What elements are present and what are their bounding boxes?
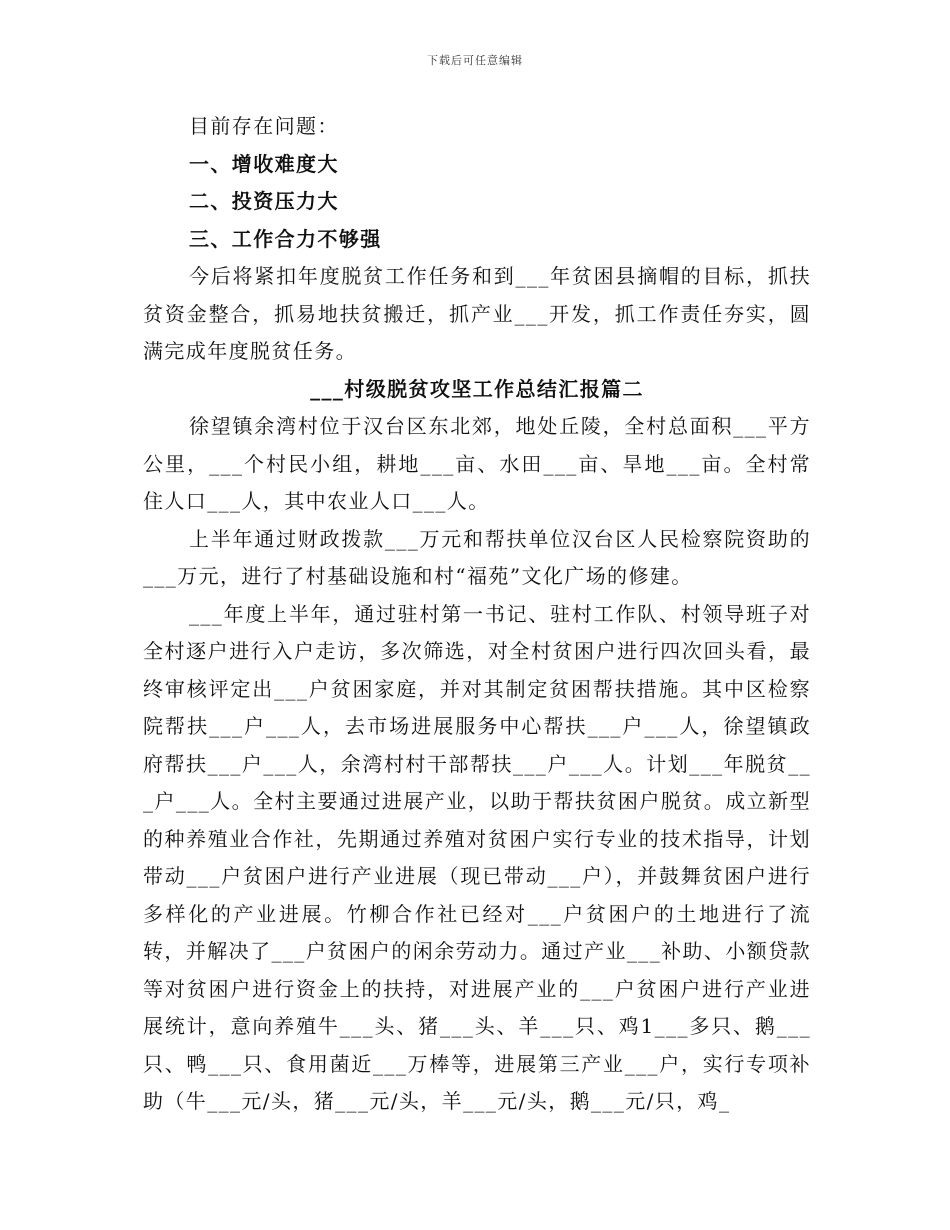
problem-item-2: 二、投资压力大 <box>189 189 339 213</box>
poverty-work-paragraph: ___年度上半年，通过驻村第一书记、驻村工作队、村领导班子对全村逐户进行入户走访，多次筛选，对全村贫困户进行四次回头看，最终审核评定出___户贫困家庭，并对其制定贫困帮扶措施。其中区检察院帮扶___户___人，去市场进展服务中心帮扶___户___人，徐望镇政府帮扶___户___人，余湾村村干部帮扶___户___人。计划___年脱贫___户___人。全村主要通过进展产业，以助于帮扶贫困户脱贫。成立新型的种养殖业合作社，先期通过养殖对贫困户实行专业的技术指导，计划带动___户贫困户进行产业进展（现已带动___户），并鼓舞贫困户进行多样化的产业进展。竹柳合作社已经对___户贫困户的土地进行了流转，并解决了___户贫困户的闲余劳动力。通过产业___补助、小额贷款等对贫困户进行资金上的扶持，对进展产业的___户贫困户进行产业进展统计，意向养殖牛___头、猪___头、羊___只、鸡1___多只、鹅___只、鸭___只、食用菌近___万棒等，进展第三产业___户，实行专项补助（牛___元/头，猪___元/头，羊___元/头，鹅___元/只，鸡_ <box>143 601 811 1113</box>
section-title: ___村级脱贫攻坚工作总结汇报篇二 <box>310 376 644 401</box>
problems-intro: 目前存在问题： <box>189 114 339 138</box>
problem-item-1: 一、增收难度大 <box>189 151 339 176</box>
page-header-note: 下载后可任意编辑 <box>427 54 523 67</box>
funding-paragraph: 上半年通过财政拨款___万元和帮扶单位汉台区人民检察院资助的___万元，进行了村基础设施和村“福苑”文化广场的修建。 <box>143 526 811 588</box>
future-plan-paragraph: 今后将紧扣年度脱贫工作任务和到___年贫困县摘帽的目标，抓扶贫资金整合，抓易地扶贫搬迁，抓产业___开发，抓工作责任夯实，圆满完成年度脱贫任务。 <box>143 264 811 363</box>
problem-item-3: 三、工作合力不够强 <box>189 226 382 251</box>
village-overview-paragraph: 徐望镇余湾村位于汉台区东北郊，地处丘陵，全村总面积___平方公里，___个村民小组，耕地___亩、水田___亩、旱地___亩。全村常住人口___人，其中农业人口___人。 <box>143 414 811 513</box>
document-body <box>143 108 811 1121</box>
